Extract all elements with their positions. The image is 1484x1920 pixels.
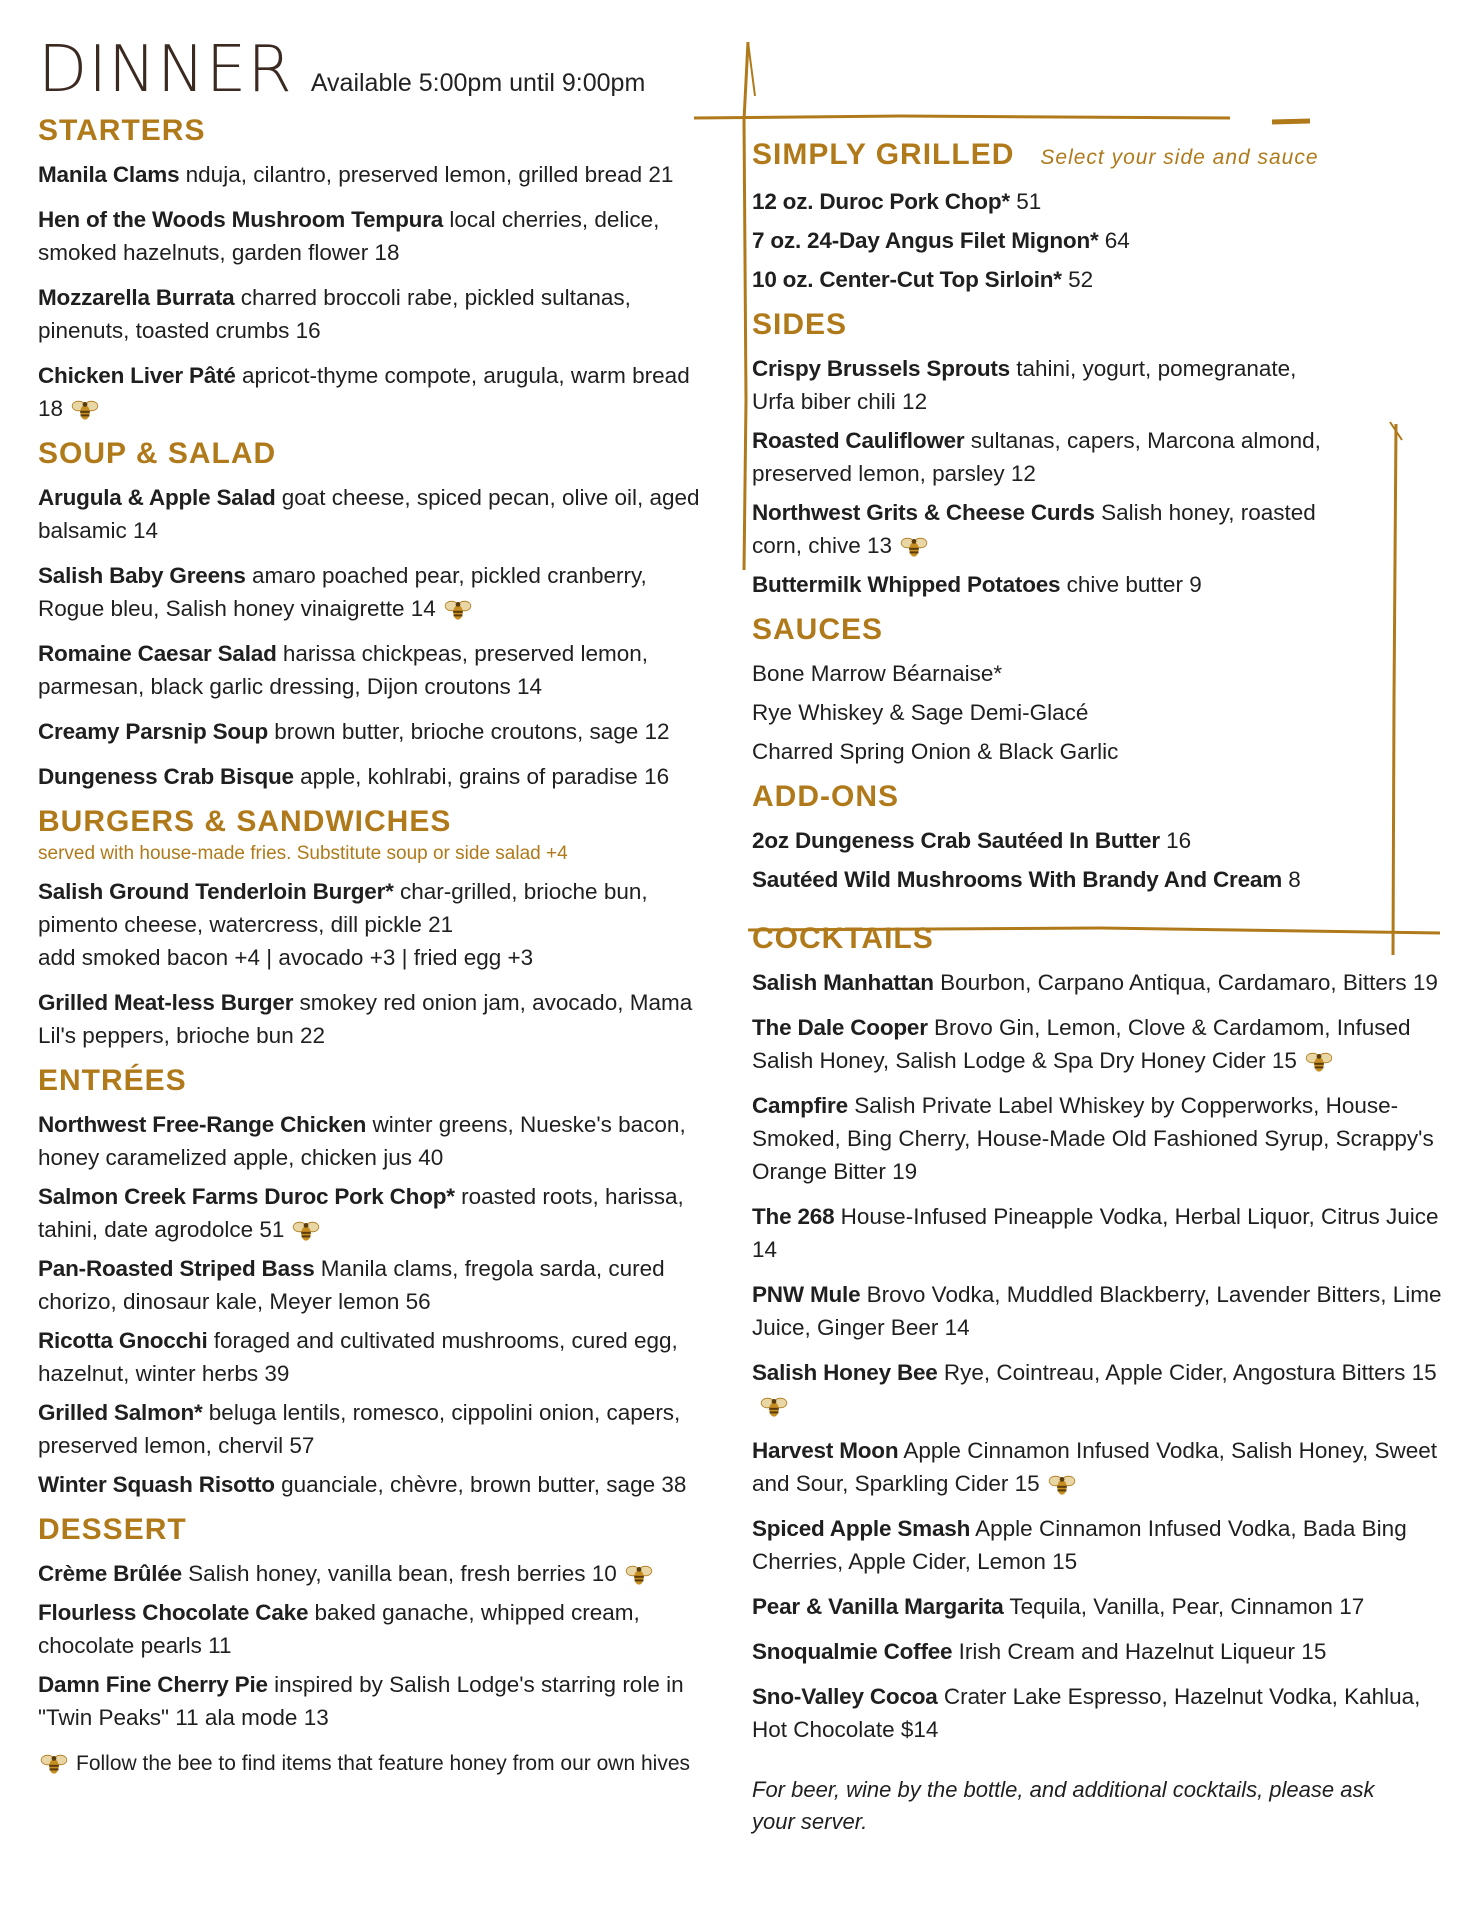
sauces-list [752, 657, 1452, 768]
menu-item-meatless-burger [38, 986, 718, 1052]
item-name: Mozzarella Burrata [38, 285, 235, 310]
bee-icon [38, 1753, 70, 1775]
item-desc: Brovo Gin, Lemon, Clove & Cardamom, Infused Salish Honey, Salish Lodge & Spa Dry Honey Cider 15 [752, 1015, 1411, 1073]
item-desc: goat cheese, spiced pecan, olive oil, aged balsamic 14 [38, 485, 700, 543]
dessert-heading: DESSERT [38, 1513, 187, 1546]
burgers-note: served with house-made fries. Substitute soup or side salad +4 [38, 843, 568, 864]
menu-item-grits-curds [752, 496, 1342, 562]
menu-item-cherry-pie [38, 1668, 718, 1734]
burgers-list [38, 875, 718, 1052]
item-desc: apricot-thyme compote, arugula, warm bread 18 [38, 363, 690, 421]
addons-list [752, 824, 1452, 896]
item-desc: local cherries, delice, smoked hazelnuts, garden flower 18 [38, 207, 660, 265]
bee-icon [290, 1220, 322, 1242]
cocktail-pnw-mule [752, 1278, 1452, 1344]
item-desc: Manila clams, fregola sarda, cured chorizo, dinosaur kale, Meyer lemon 56 [38, 1256, 665, 1314]
sauces-heading: SAUCES [752, 613, 884, 646]
right-column [752, 138, 1452, 1838]
menu-item-parsnip-soup [38, 715, 718, 748]
addon-mushrooms [752, 863, 1452, 896]
item-name: 7 oz. 24-Day Angus Filet Mignon* [752, 228, 1099, 253]
cocktail-the-268 [752, 1200, 1452, 1266]
item-desc: tahini, yogurt, pomegranate, Urfa biber chili 12 [752, 356, 1297, 414]
bee-icon [1046, 1474, 1078, 1496]
menu-item-caesar-salad [38, 637, 718, 703]
item-desc: Apple Cinnamon Infused Vodka, Bada Bing Cherries, Apple Cider, Lemon 15 [752, 1516, 1407, 1574]
cocktail-snoqualmie-coffee [752, 1635, 1452, 1668]
cocktail-sno-valley-cocoa [752, 1680, 1452, 1746]
item-desc: sultanas, capers, Marcona almond, preserved lemon, parsley 12 [752, 428, 1321, 486]
item-name: 12 oz. Duroc Pork Chop* [752, 189, 1010, 214]
starters-heading: STARTERS [38, 114, 206, 147]
item-name: Ricotta Gnocchi [38, 1328, 208, 1353]
item-name: Dungeness Crab Bisque [38, 764, 294, 789]
starters-list [38, 158, 718, 425]
item-name: Campfire [752, 1093, 848, 1118]
bee-icon [623, 1564, 655, 1586]
cocktail-harvest-moon [752, 1434, 1452, 1500]
item-name: Crispy Brussels Sprouts [752, 356, 1010, 381]
bee-icon [69, 399, 101, 421]
item-desc: charred broccoli rabe, pickled sultanas, pinenuts, toasted crumbs 16 [38, 285, 631, 343]
item-desc: beluga lentils, romesco, cippolini onion, capers, preserved lemon, chervil 57 [38, 1400, 681, 1458]
item-desc: harissa chickpeas, preserved lemon, parmesan, black garlic dressing, Dijon croutons 14 [38, 641, 649, 699]
item-desc: Salish honey, vanilla bean, fresh berries 10 [181, 1561, 617, 1586]
bee-icon [898, 536, 930, 558]
item-desc: smokey red onion jam, avocado, Mama Lil's peppers, brioche bun 22 [38, 990, 693, 1048]
simply-grilled-note: Select your side and sauce [1040, 146, 1319, 169]
item-name: Pear & Vanilla Margarita [752, 1594, 1004, 1619]
item-desc: 52 [1061, 267, 1094, 292]
item-desc: 8 [1282, 867, 1301, 892]
entrees-list [38, 1108, 718, 1501]
item-name: Arugula & Apple Salad [38, 485, 276, 510]
item-name: 2oz Dungeness Crab Sautéed In Butter [752, 828, 1160, 853]
item-name: Flourless Chocolate Cake [38, 1600, 309, 1625]
item-desc: Tequila, Vanilla, Pear, Cinnamon 17 [1003, 1594, 1365, 1619]
item-desc: 64 [1098, 228, 1130, 253]
dessert-list [38, 1557, 718, 1734]
item-desc: Salish honey, roasted corn, chive 13 [752, 500, 1316, 558]
menu-item-baby-greens [38, 559, 718, 625]
item-desc: apple, kohlrabi, grains of paradise 16 [293, 764, 670, 789]
item-desc: Rye, Cointreau, Apple Cider, Angostura Bitters 15 [937, 1360, 1437, 1385]
cocktail-spiced-apple-smash [752, 1512, 1452, 1578]
item-name: The 268 [752, 1204, 835, 1229]
bee-icon [1303, 1051, 1335, 1073]
page-title: DINNER [38, 33, 293, 107]
item-name: Pan-Roasted Striped Bass [38, 1256, 315, 1281]
item-name: Harvest Moon [752, 1438, 899, 1463]
menu-item-squash-risotto [38, 1468, 718, 1501]
item-desc: nduja, cilantro, preserved lemon, grilled bread 21 [179, 162, 674, 187]
item-name: Northwest Free-Range Chicken [38, 1112, 367, 1137]
menu-item-gnocchi [38, 1324, 718, 1390]
menu-item-manila-clams [38, 158, 718, 191]
item-desc: char-grilled, brioche bun, pimento cheese, watercress, dill pickle 21 [38, 879, 648, 937]
entrees-heading: ENTRÉES [38, 1064, 187, 1097]
item-desc: Irish Cream and Hazelnut Liqueur 15 [952, 1639, 1327, 1664]
menu-item-striped-bass [38, 1252, 718, 1318]
item-desc: House-Infused Pineapple Vodka, Herbal Liquor, Citrus Juice 14 [752, 1204, 1439, 1262]
item-name: Salish Honey Bee [752, 1360, 938, 1385]
menu-item-tenderloin-burger [38, 875, 718, 974]
item-desc: Brovo Vodka, Muddled Blackberry, Lavender Bitters, Lime Juice, Ginger Beer 14 [752, 1282, 1442, 1340]
item-name: Roasted Cauliflower [752, 428, 965, 453]
sauce-bearnaise: Bone Marrow Béarnaise* [752, 661, 1003, 686]
item-name: Crème Brûlée [38, 1561, 182, 1586]
item-name: 10 oz. Center-Cut Top Sirloin* [752, 267, 1062, 292]
menu-item-brussels-sprouts [752, 352, 1342, 418]
cocktail-salish-honey-bee [752, 1356, 1452, 1422]
item-name: Salmon Creek Farms Duroc Pork Chop* [38, 1184, 455, 1209]
menu-item-chocolate-cake [38, 1596, 718, 1662]
item-name: Snoqualmie Coffee [752, 1639, 953, 1664]
item-name: Buttermilk Whipped Potatoes [752, 572, 1061, 597]
item-name: Salish Ground Tenderloin Burger* [38, 879, 394, 904]
item-name: Winter Squash Risotto [38, 1472, 275, 1497]
item-name: Grilled Meat-less Burger [38, 990, 294, 1015]
menu-item-filet-mignon [752, 224, 1452, 257]
item-name: Damn Fine Cherry Pie [38, 1672, 268, 1697]
item-desc: 16 [1159, 828, 1192, 853]
sides-list [752, 352, 1342, 601]
item-desc: Crater Lake Espresso, Hazelnut Vodka, Kahlua, Hot Chocolate $14 [752, 1684, 1421, 1742]
item-desc: winter greens, Nueske's bacon, honey caramelized apple, chicken jus 40 [38, 1112, 686, 1170]
menu-item-creme-brulee [38, 1557, 718, 1590]
item-name: PNW Mule [752, 1282, 861, 1307]
cocktails-list [752, 966, 1452, 1746]
item-name: The Dale Cooper [752, 1015, 928, 1040]
item-name: Chicken Liver Pâté [38, 363, 236, 388]
bee-icon [758, 1396, 790, 1418]
simply-grilled-heading: SIMPLY GRILLED [752, 138, 1015, 171]
item-name: Creamy Parsnip Soup [38, 719, 269, 744]
item-desc: chive butter 9 [1060, 572, 1202, 597]
menu-item-grilled-salmon [38, 1396, 718, 1462]
item-name: Spiced Apple Smash [752, 1516, 971, 1541]
server-note: For beer, wine by the bottle, and additional cocktails, please ask your server. [752, 1777, 1375, 1834]
item-desc: Salish Private Label Whiskey by Copperworks, House-Smoked, Bing Cherry, House-Made Old Fashioned Syrup, Scrappy's Orange Bitter 19 [752, 1093, 1434, 1184]
item-desc: guanciale, chèvre, brown butter, sage 38 [274, 1472, 687, 1497]
simply-grilled-list [752, 185, 1452, 296]
menu-item-chicken [38, 1108, 718, 1174]
menu-item-mushroom-tempura [38, 203, 718, 269]
menu-item-arugula-salad [38, 481, 718, 547]
menu-item-whipped-potatoes [752, 568, 1342, 601]
honey-legend [38, 1752, 718, 1776]
item-name: Northwest Grits & Cheese Curds [752, 500, 1095, 525]
menu-item-burrata [38, 281, 718, 347]
addons-heading: ADD-ONS [752, 780, 899, 813]
item-desc: foraged and cultivated mushrooms, cured egg, hazelnut, winter herbs 39 [38, 1328, 678, 1386]
item-addons: add smoked bacon +4 | avocado +3 | fried egg +3 [38, 945, 534, 970]
item-desc: Apple Cinnamon Infused Vodka, Salish Honey, Sweet and Sour, Sparkling Cider 15 [752, 1438, 1438, 1496]
honey-legend-text: Follow the bee to find items that feature honey from our own hives [76, 1752, 690, 1775]
cocktail-salish-manhattan [752, 966, 1452, 999]
item-name: Salish Manhattan [752, 970, 934, 995]
item-name: Hen of the Woods Mushroom Tempura [38, 207, 444, 232]
item-name: Salish Baby Greens [38, 563, 246, 588]
cocktails-heading: COCKTAILS [752, 922, 934, 955]
simply-grilled-header [752, 138, 1452, 175]
menu-item-liver-pate [38, 359, 718, 425]
sauce-demi-glace: Rye Whiskey & Sage Demi-Glacé [752, 700, 1089, 725]
item-desc: Bourbon, Carpano Antiqua, Cardamaro, Bitters 19 [933, 970, 1438, 995]
menu-item-cauliflower [752, 424, 1342, 490]
menu-item-pork-chop [38, 1180, 718, 1246]
item-desc: amaro poached pear, pickled cranberry, Rogue bleu, Salish honey vinaigrette 14 [38, 563, 647, 621]
item-name: Manila Clams [38, 162, 180, 187]
item-desc: 51 [1009, 189, 1042, 214]
sides-heading: SIDES [752, 308, 848, 341]
sauce-onion-garlic: Charred Spring Onion & Black Garlic [752, 739, 1119, 764]
soup-salad-list [38, 481, 718, 793]
bee-icon [442, 599, 474, 621]
menu-item-grilled-pork-chop [752, 185, 1452, 218]
menu-item-top-sirloin [752, 263, 1452, 296]
item-name: Sautéed Wild Mushrooms With Brandy And Cream [752, 867, 1283, 892]
item-name: Grilled Salmon* [38, 1400, 203, 1425]
availability-hours: Available 5:00pm until 9:00pm [310, 69, 646, 97]
menu-item-crab-bisque [38, 760, 718, 793]
item-desc: inspired by Salish Lodge's starring role in "Twin Peaks" 11 ala mode 13 [38, 1672, 684, 1730]
item-name: Romaine Caesar Salad [38, 641, 277, 666]
soup-salad-heading: SOUP & SALAD [38, 437, 277, 470]
addon-crab [752, 824, 1452, 857]
cocktail-pear-margarita [752, 1590, 1452, 1623]
item-name: Sno-Valley Cocoa [752, 1684, 938, 1709]
burgers-heading: BURGERS & SANDWICHES [38, 805, 452, 838]
cocktail-campfire [752, 1089, 1452, 1188]
item-desc: roasted roots, harissa, tahini, date agrodolce 51 [38, 1184, 684, 1242]
left-column [38, 33, 718, 1776]
cocktail-dale-cooper [752, 1011, 1452, 1077]
menu-header [38, 33, 718, 107]
item-desc: brown butter, brioche croutons, sage 12 [268, 719, 670, 744]
item-desc: baked ganache, whipped cream, chocolate pearls 11 [38, 1600, 640, 1658]
